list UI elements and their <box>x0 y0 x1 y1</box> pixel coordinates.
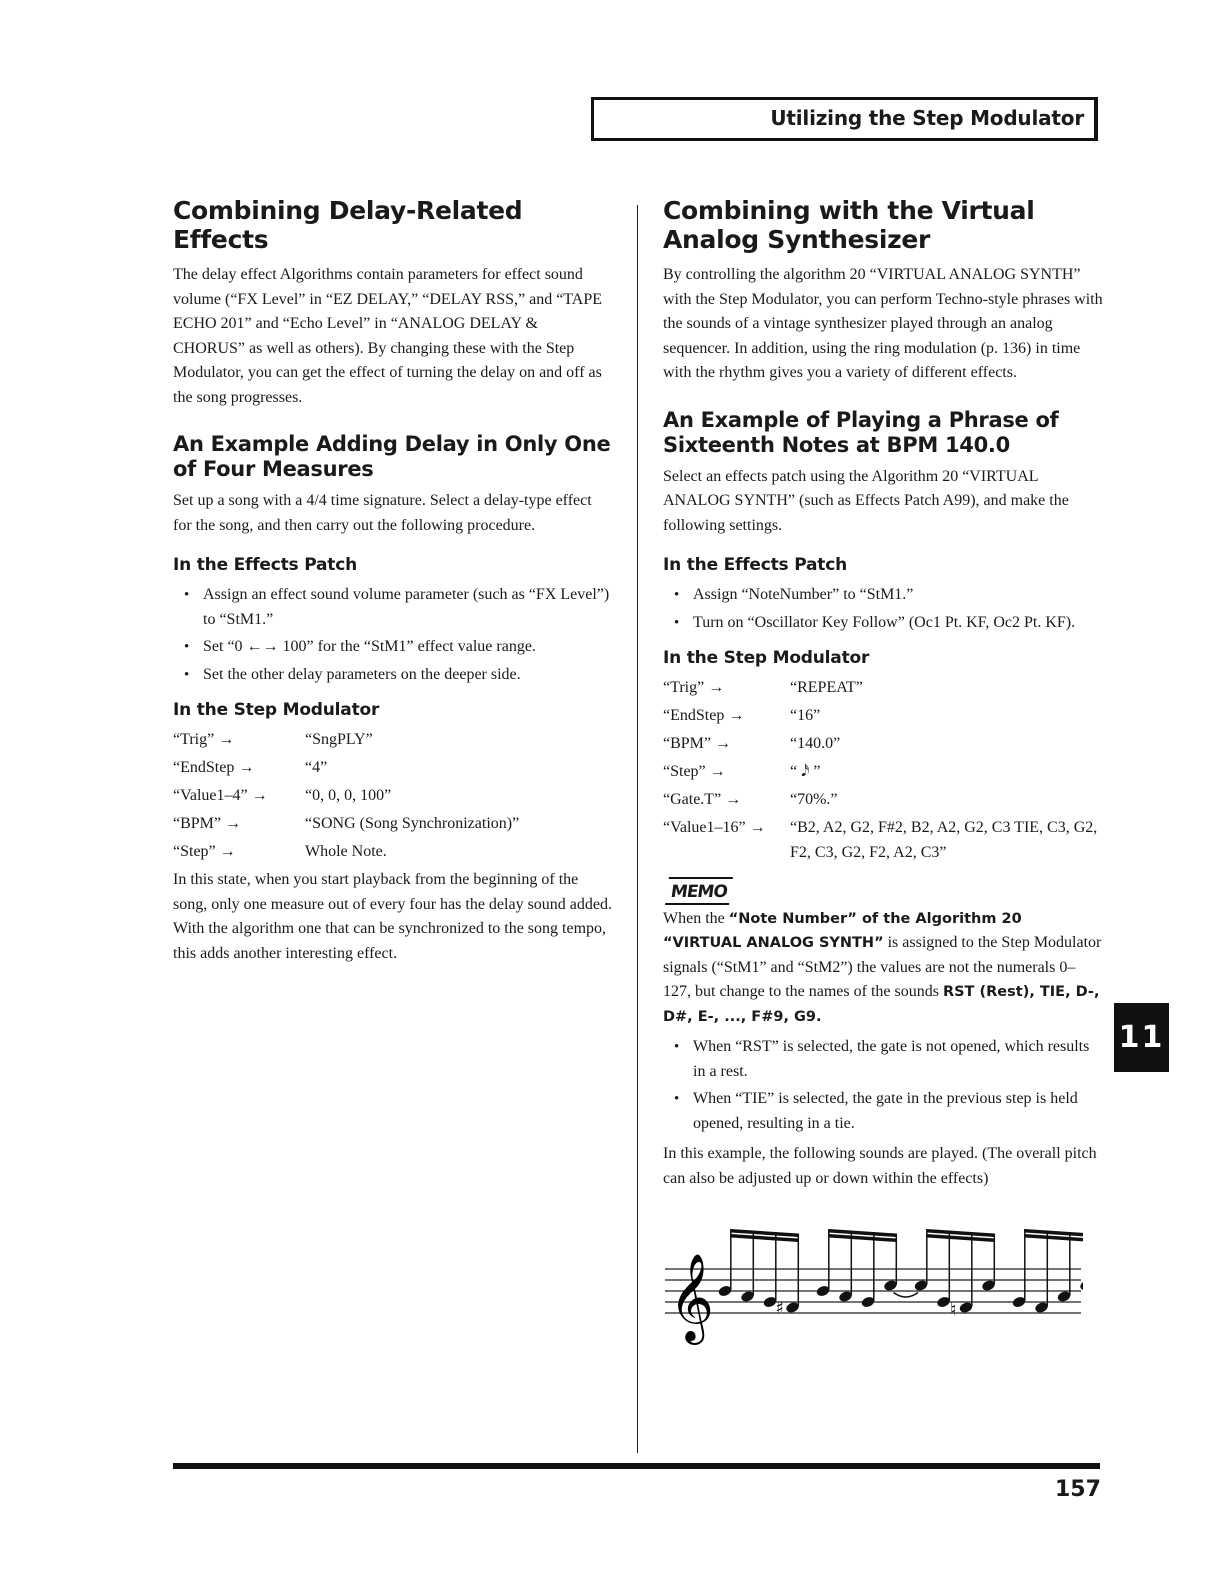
left-column <box>173 196 613 966</box>
setting-value: “4” <box>305 759 328 776</box>
page-number: 157 <box>1055 1477 1101 1502</box>
list-item: • Set “0 ←→ 100” for the “StM1” effect value range. <box>173 635 613 660</box>
delay-outro-paragraph: In this state, when you start playback from the beginning of the song, only one measure out of every four has the delay sound added. With the algorithm one that can be synchronized to the song tempo, this adds another interesting effect. <box>173 871 612 962</box>
step-modulator-heading-left: In the Step Modulator <box>173 700 380 720</box>
setting-key: “Value1–4” → <box>173 787 268 804</box>
section-title-virtual-analog: Combining with the Virtual Analog Synthesizer <box>663 196 1035 254</box>
list-item: • When “RST” is selected, the gate is not opened, which results in a rest. <box>663 1035 1103 1084</box>
setting-key: “Gate.T” → <box>663 791 742 808</box>
footer-rule <box>173 1463 1100 1469</box>
setting-row <box>663 704 1103 729</box>
memo-text: is assigned to the Step Modulator signals (“StM1” and “StM2”) the values are not the numerals 0–127, but change to the names of the sounds <box>663 934 1102 1000</box>
section-title-delay: Combining Delay-Related Effects <box>173 196 523 254</box>
memo-bold-text: RST (Rest), TIE, D-, D#, E-, ..., F#9, G9. <box>663 984 1100 1025</box>
setting-value: “70%.” <box>790 791 838 808</box>
setting-row <box>173 812 613 837</box>
setting-value: “ 𝅘𝅥𝅯 ” <box>790 763 821 780</box>
setting-value: “16” <box>790 707 821 724</box>
setting-key: “BPM” → <box>663 735 731 752</box>
setting-key: “EndStep → <box>663 707 745 724</box>
setting-row <box>663 816 1103 865</box>
sharp-icon: ♯ <box>775 1298 784 1319</box>
setting-value: “0, 0, 0, 100” <box>305 787 392 804</box>
effects-patch-list-left <box>173 583 613 687</box>
music-notation <box>663 1215 1083 1355</box>
memo-paragraph <box>663 907 1103 1030</box>
delay-intro-paragraph: The delay effect Algorithms contain parameters for effect sound volume (“FX Level” in “EZ DELAY,” “DELAY RSS,” and “TAPE ECHO 201” and “Echo Level” in “ANALOG DELAY & CHORUS” as well as others). By changing these with the Step Modulator, you can get the effect of turning the delay on and off as the song progresses. <box>173 266 603 406</box>
memo-bold-text: “Note Number” of the Algorithm 20 “VIRTUAL ANALOG SYNTH” <box>663 910 1022 951</box>
chapter-tab: 11 <box>1114 1003 1169 1072</box>
effects-patch-heading-left: In the Effects Patch <box>173 555 357 575</box>
notes-layer <box>717 1229 1083 1321</box>
right-column <box>663 196 1103 1355</box>
setting-value: “REPEAT” <box>790 679 863 696</box>
memo-icon: MEMO <box>665 877 733 905</box>
setting-value: “140.0” <box>790 735 841 752</box>
effects-patch-heading-right: In the Effects Patch <box>663 555 847 575</box>
setting-key: “Step” → <box>663 763 726 780</box>
setting-value: Whole Note. <box>305 843 387 860</box>
header-box <box>591 97 1098 141</box>
memo-list <box>663 1035 1103 1136</box>
setting-row <box>663 732 1103 757</box>
setting-row <box>663 676 1103 701</box>
setting-key: “EndStep → <box>173 759 255 776</box>
step-modulator-heading-right: In the Step Modulator <box>663 648 870 668</box>
setting-key: “BPM” → <box>173 815 241 832</box>
setting-row <box>173 840 613 865</box>
setting-row <box>663 760 1103 785</box>
list-item: • Turn on “Oscillator Key Follow” (Oc1 Pt. KF, Oc2 Pt. KF). <box>663 611 1103 636</box>
notation-intro-paragraph: In this example, the following sounds are played. (The overall pitch can also be adjusted up or down within the effects) <box>663 1145 1097 1187</box>
virtual-analog-intro-paragraph: By controlling the algorithm 20 “VIRTUAL ANALOG SYNTH” with the Step Modulator, you can perform Techno-style phrases with the sounds of a vintage synthesizer played through an analog sequencer. In addition, using the ring modulation (p. 136) in time with the rhythm gives you a variety of different effects. <box>663 266 1103 381</box>
setting-row <box>663 788 1103 813</box>
setting-key: “Step” → <box>173 843 236 860</box>
setting-row <box>173 728 613 753</box>
list-item: • Set the other delay parameters on the deeper side. <box>173 663 613 688</box>
setting-row <box>173 756 613 781</box>
example-title-sixteenth: An Example of Playing a Phrase of Sixteenth Notes at BPM 140.0 <box>663 407 1059 457</box>
treble-clef-icon: 𝄞 <box>669 1252 714 1341</box>
setting-value: “SONG (Song Synchronization)” <box>305 815 520 832</box>
sixteenth-example-intro: Select an effects patch using the Algorithm 20 “VIRTUAL ANALOG SYNTH” (such as Effects Patch A99), and make the following settings. <box>663 467 1069 534</box>
memo-text: When the <box>663 909 729 927</box>
list-item: • Assign “NoteNumber” to “StM1.” <box>663 583 1103 608</box>
setting-key: “Trig” → <box>173 731 235 748</box>
delay-example-intro: Set up a song with a 4/4 time signature. Select a delay-type effect for the song, and then carry out the following procedure. <box>173 492 592 534</box>
setting-key: “Trig” → <box>663 679 725 696</box>
example-title-delay: An Example Adding Delay in Only One of Four Measures <box>173 432 611 481</box>
list-item: • When “TIE” is selected, the gate in the previous step is held opened, resulting in a tie. <box>663 1087 1103 1136</box>
natural-icon: ♮ <box>950 1299 957 1321</box>
effects-patch-list-right <box>663 583 1103 635</box>
tie-mark <box>894 1293 919 1298</box>
step-modulator-settings-right <box>663 676 1103 865</box>
setting-key: “Value1–16” → <box>663 819 766 836</box>
column-divider <box>637 205 638 1453</box>
setting-value: “B2, A2, G2, F#2, B2, A2, G2, C3 TIE, C3, G2, F2, C3, G2, F2, A2, C3” <box>790 819 1098 861</box>
note-head <box>1079 1279 1083 1292</box>
running-header-title: Utilizing the Step Modulator <box>770 106 1084 130</box>
setting-value: “SngPLY” <box>305 731 373 748</box>
list-item: • Assign an effect sound volume parameter (such as “FX Level”) to “StM1.” <box>173 583 613 632</box>
setting-row <box>173 784 613 809</box>
step-modulator-settings-left <box>173 728 613 865</box>
